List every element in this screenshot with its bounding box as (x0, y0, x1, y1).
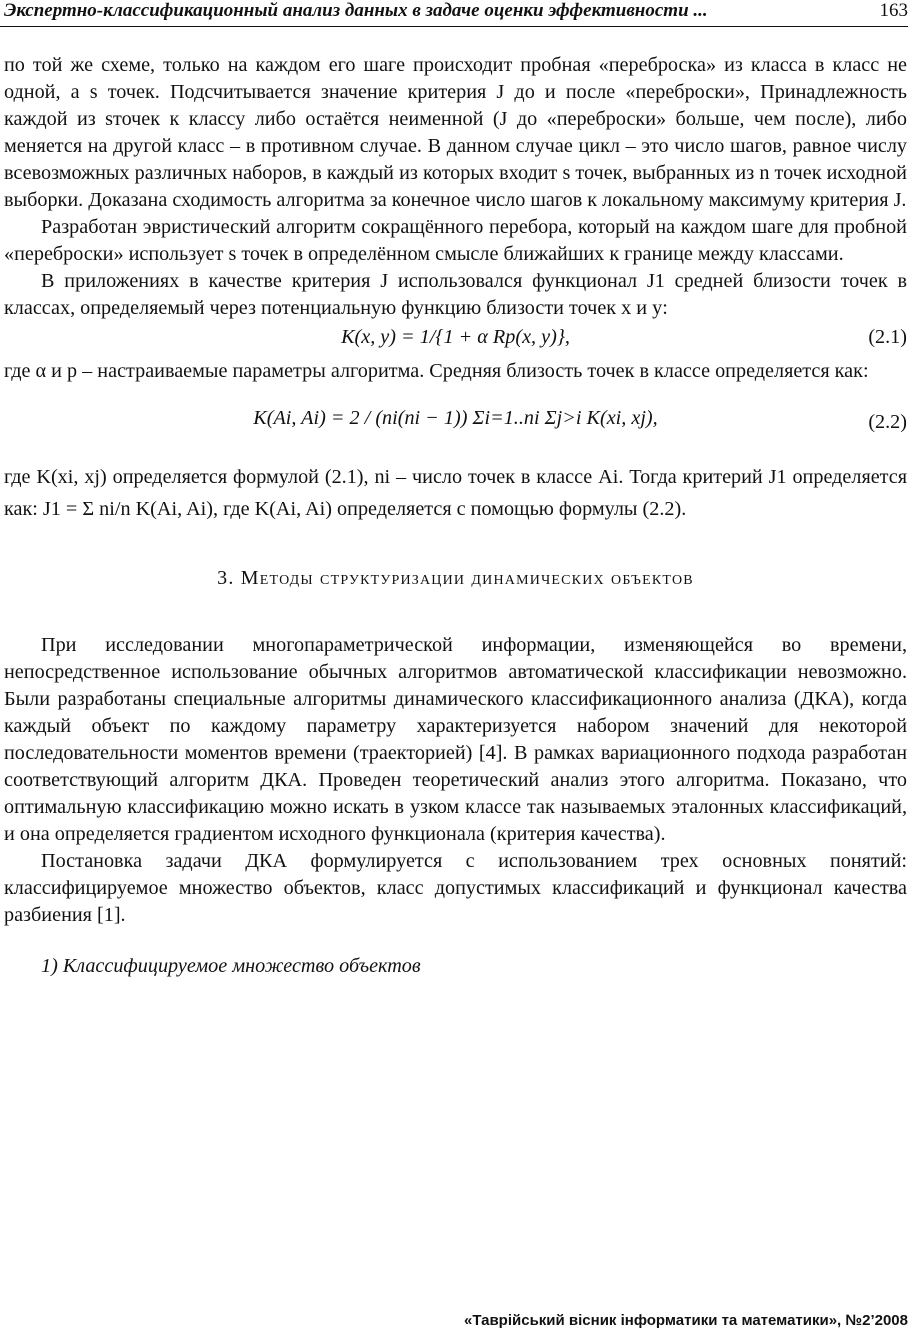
paragraph-2: Разработан эвристический алгоритм сокращённого перебора, который на каждом шаге для пробной «переброски» использует s точек в определённом смысле ближайших к границе между классами. (4, 216, 907, 265)
page-number: 163 (879, 0, 908, 21)
formula-2-2-expression: K(Ai, Ai) = 2 / (ni(ni − 1)) Σi=1..ni Σj>i K(xi, xj), (253, 407, 658, 429)
section-number: 3. (217, 567, 235, 589)
running-header-title: Экспертно-классификационный анализ данных в задаче оценки эффективности ... (4, 0, 708, 21)
section-title: Методы структуризации динамических объектов (240, 567, 694, 589)
subsection-heading: 1) Классифицируемое множество объектов (41, 955, 421, 977)
paragraph-4: где α и p – настраиваемые параметры алгоритма. Средняя близость точек в классе определяется как: (4, 360, 869, 382)
paragraph-7: Постановка задачи ДКА формулируется с использованием трех основных понятий: классифицируемое множество объектов, класс допустимых классификаций и функционал качества разбиения [1]. (4, 850, 907, 926)
article-body (4, 52, 907, 980)
section-heading (4, 565, 907, 592)
paragraph-1: по той же схеме, только на каждом его шаге происходит пробная «переброска» из класса в класс не одной, а s точек. Подсчитывается значение критерия J до и после «переброски», Принадлежность каждой из sточек к классу либо остаётся неименной (J до «переброски» больше, чем после), либо меняется на другой класс – в противном случае. В данном случае цикл – это число шагов, равное числу всевозможных различных наборов, в каждый из которых входит s точек, выбранных из n точек исходной выборки. Доказана сходимость алгоритма за конечное число шагов к локальному максимуму критерия J. (4, 54, 907, 211)
paragraph-5: где K(xi, xj) определяется формулой (2.1), ni – число точек в классе Ai. Тогда критерий J1 определяется как: J1 = Σ ni/n K(Ai, Ai), где K(Ai, Ai) определяется с помощью формулы (2.2). (4, 466, 907, 520)
formula-2-1-number: (2.1) (868, 326, 907, 348)
paragraph-3: В приложениях в качестве критерия J использовался функционал J1 средней близости точек в классах, определяемый через потенциальную функцию близости точек x и y: (4, 270, 907, 319)
formula-2-1-expression: K(x, y) = 1/{1 + α Rp(x, y)}, (341, 326, 570, 348)
formula-2-2 (4, 385, 907, 461)
formula-2-2-number: (2.2) (868, 411, 907, 433)
journal-footer: «Таврійський вісник інформатики та математики», №2’2008 (463, 1312, 908, 1329)
paragraph-6: При исследовании многопараметрической информации, изменяющейся во времени, непосредственное использование обычных алгоритмов автоматической классификации невозможно. Были разработаны специальные алгоритмы динамического классификационного анализа (ДКА), когда каждый объект по каждому параметру характеризуется набором значений для некоторой последовательности моментов времени (траекторией) [4]. В рамках вариационного подхода разработан соответствующий алгоритм ДКА. Проведен теоретический анализ этого алгоритма. Показано, что оптимальную классификацию можно искать в узком классе так называемых эталонных классификаций, и она определяется градиентом исходного функционала (критерия качества). (4, 634, 907, 845)
running-header (0, 0, 908, 27)
formula-2-1 (4, 322, 907, 358)
